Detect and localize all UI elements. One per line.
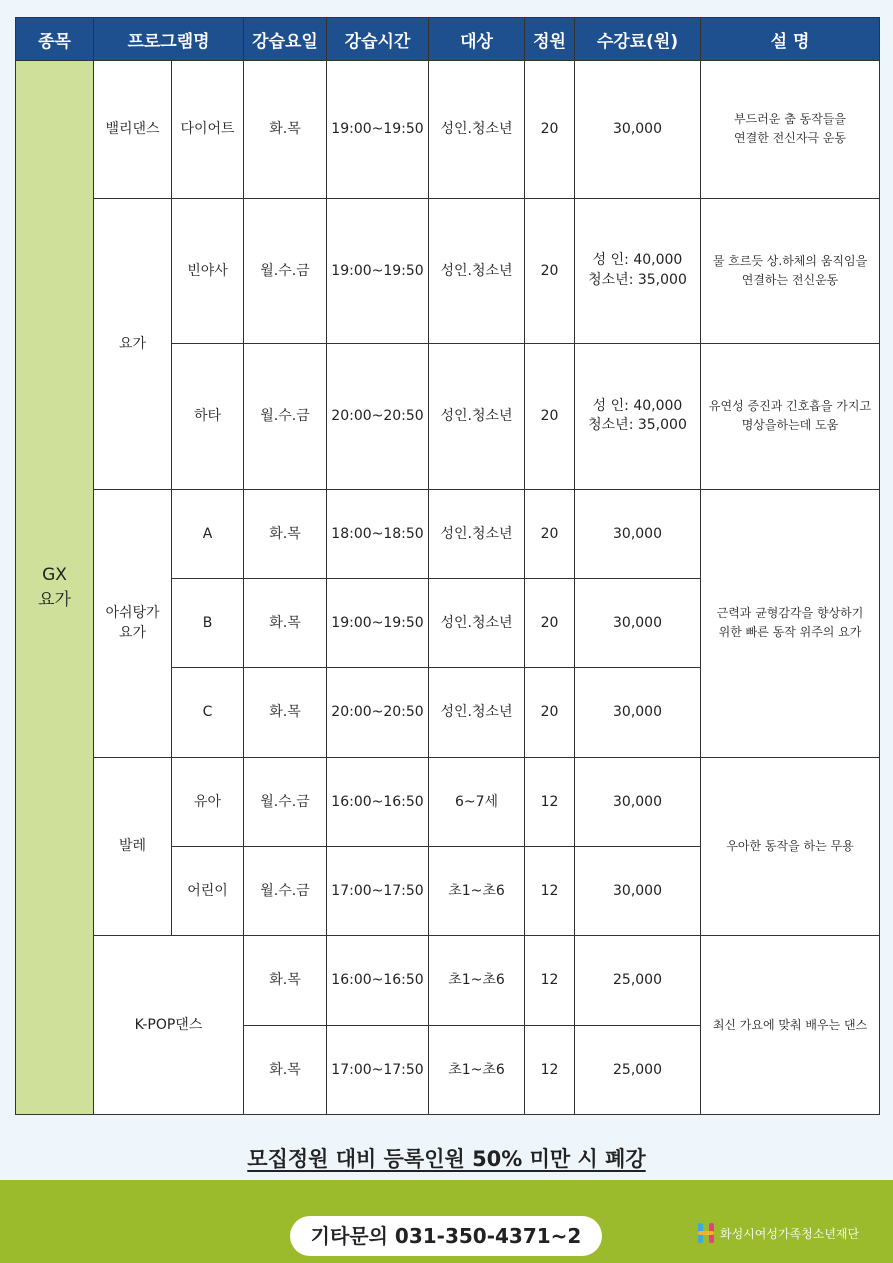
class-capacity: 20 — [525, 61, 575, 199]
class-capacity: 12 — [525, 936, 575, 1025]
class-time: 19:00~19:50 — [327, 198, 429, 343]
header-target: 대상 — [429, 18, 525, 61]
class-target: 성인.청소년 — [429, 198, 525, 343]
class-capacity: 20 — [525, 668, 575, 757]
header-category: 종목 — [16, 18, 94, 61]
program-description — [701, 61, 880, 199]
header-row — [16, 18, 880, 61]
class-target: 초1~초6 — [429, 846, 525, 935]
foundation-name: 화성시여성가족청소년재단 — [720, 1227, 860, 1241]
class-capacity: 20 — [525, 198, 575, 343]
program-sub: 빈야사 — [172, 198, 244, 343]
class-fee — [575, 198, 701, 343]
class-target: 초1~초6 — [429, 936, 525, 1025]
category-gx-yoga — [16, 61, 94, 1115]
class-target: 초1~초6 — [429, 1025, 525, 1114]
class-day: 화.목 — [244, 936, 327, 1025]
header-program: 프로그램명 — [94, 18, 244, 61]
class-target: 성인.청소년 — [429, 489, 525, 578]
class-target: 성인.청소년 — [429, 579, 525, 668]
program-sub: C — [172, 668, 244, 757]
class-fee: 25,000 — [575, 1025, 701, 1114]
program-name-text: 아쉬탕가 요가 — [105, 604, 160, 642]
table-row — [16, 61, 880, 199]
header-time: 강습시간 — [327, 18, 429, 61]
class-time: 18:00~18:50 — [327, 489, 429, 578]
class-time: 16:00~16:50 — [327, 757, 429, 846]
class-fee: 30,000 — [575, 579, 701, 668]
class-fee — [575, 344, 701, 489]
fee-text: 성 인: 40,000 청소년: 35,000 — [588, 252, 687, 289]
notice-text: 모집정원 대비 등록인원 50% 미만 시 폐강 — [247, 1147, 646, 1171]
description-text: 부드러운 춤 동작들을 연결한 전신자극 운동 — [734, 112, 846, 146]
category-label: GX 요가 — [38, 564, 71, 610]
class-fee: 30,000 — [575, 61, 701, 199]
class-fee: 25,000 — [575, 936, 701, 1025]
program-name: 발레 — [94, 757, 172, 936]
header-day: 강습요일 — [244, 18, 327, 61]
contact-pill: 기타문의 031-350-4371~2 — [290, 1216, 602, 1256]
description-text: 근력과 균형감각을 향상하기 위한 빠른 동작 위주의 요가 — [716, 605, 864, 640]
foundation-logo-icon — [697, 1222, 715, 1244]
program-description — [701, 489, 880, 757]
class-time: 20:00~20:50 — [327, 344, 429, 489]
class-capacity: 12 — [525, 1025, 575, 1114]
class-target: 성인.청소년 — [429, 344, 525, 489]
class-fee: 30,000 — [575, 757, 701, 846]
class-time: 19:00~19:50 — [327, 579, 429, 668]
description-text: 유연성 증진과 긴호흡을 가지고 명상을하는데 도움 — [708, 399, 872, 433]
program-description: 최신 가요에 맞춰 배우는 댄스 — [701, 936, 880, 1115]
program-sub: 하타 — [172, 344, 244, 489]
class-fee: 30,000 — [575, 668, 701, 757]
program-description: 우아한 동작을 하는 무용 — [701, 757, 880, 936]
table-row — [16, 757, 880, 846]
fee-text: 성 인: 40,000 청소년: 35,000 — [588, 397, 687, 434]
class-day: 화.목 — [244, 668, 327, 757]
program-name: 밸리댄스 — [94, 61, 172, 199]
class-day: 월.수.금 — [244, 846, 327, 935]
class-target: 성인.청소년 — [429, 61, 525, 199]
class-time: 19:00~19:50 — [327, 61, 429, 199]
class-fee: 30,000 — [575, 846, 701, 935]
class-day: 월.수.금 — [244, 344, 327, 489]
program-sub: A — [172, 489, 244, 578]
class-capacity: 20 — [525, 489, 575, 578]
header-description: 설 명 — [701, 18, 880, 61]
class-target: 성인.청소년 — [429, 668, 525, 757]
program-description — [701, 344, 880, 489]
program-name: 요가 — [94, 198, 172, 489]
header-fee: 수강료(원) — [575, 18, 701, 61]
class-day: 화.목 — [244, 1025, 327, 1114]
class-target: 6~7세 — [429, 757, 525, 846]
table-row — [16, 198, 880, 343]
table-row — [16, 489, 880, 578]
program-description — [701, 198, 880, 343]
class-day: 화.목 — [244, 61, 327, 199]
program-sub: 어린이 — [172, 846, 244, 935]
class-fee: 30,000 — [575, 489, 701, 578]
class-day: 월.수.금 — [244, 198, 327, 343]
class-capacity: 12 — [525, 846, 575, 935]
class-capacity: 20 — [525, 579, 575, 668]
class-time: 16:00~16:50 — [327, 936, 429, 1025]
table-row — [16, 936, 880, 1025]
class-time: 17:00~17:50 — [327, 846, 429, 935]
header-capacity: 정원 — [525, 18, 575, 61]
schedule-table — [15, 17, 880, 1115]
class-day: 월.수.금 — [244, 757, 327, 846]
program-sub: 유아 — [172, 757, 244, 846]
class-time: 20:00~20:50 — [327, 668, 429, 757]
class-capacity: 20 — [525, 344, 575, 489]
class-capacity: 12 — [525, 757, 575, 846]
program-name: K-POP댄스 — [94, 936, 244, 1115]
closing-notice — [0, 1143, 893, 1173]
class-day: 화.목 — [244, 579, 327, 668]
program-sub: B — [172, 579, 244, 668]
program-name — [94, 489, 172, 757]
description-text: 물 흐르듯 상.하체의 움직임을 연결하는 전신운동 — [712, 253, 868, 288]
class-day: 화.목 — [244, 489, 327, 578]
class-time: 17:00~17:50 — [327, 1025, 429, 1114]
program-sub: 다이어트 — [172, 61, 244, 199]
